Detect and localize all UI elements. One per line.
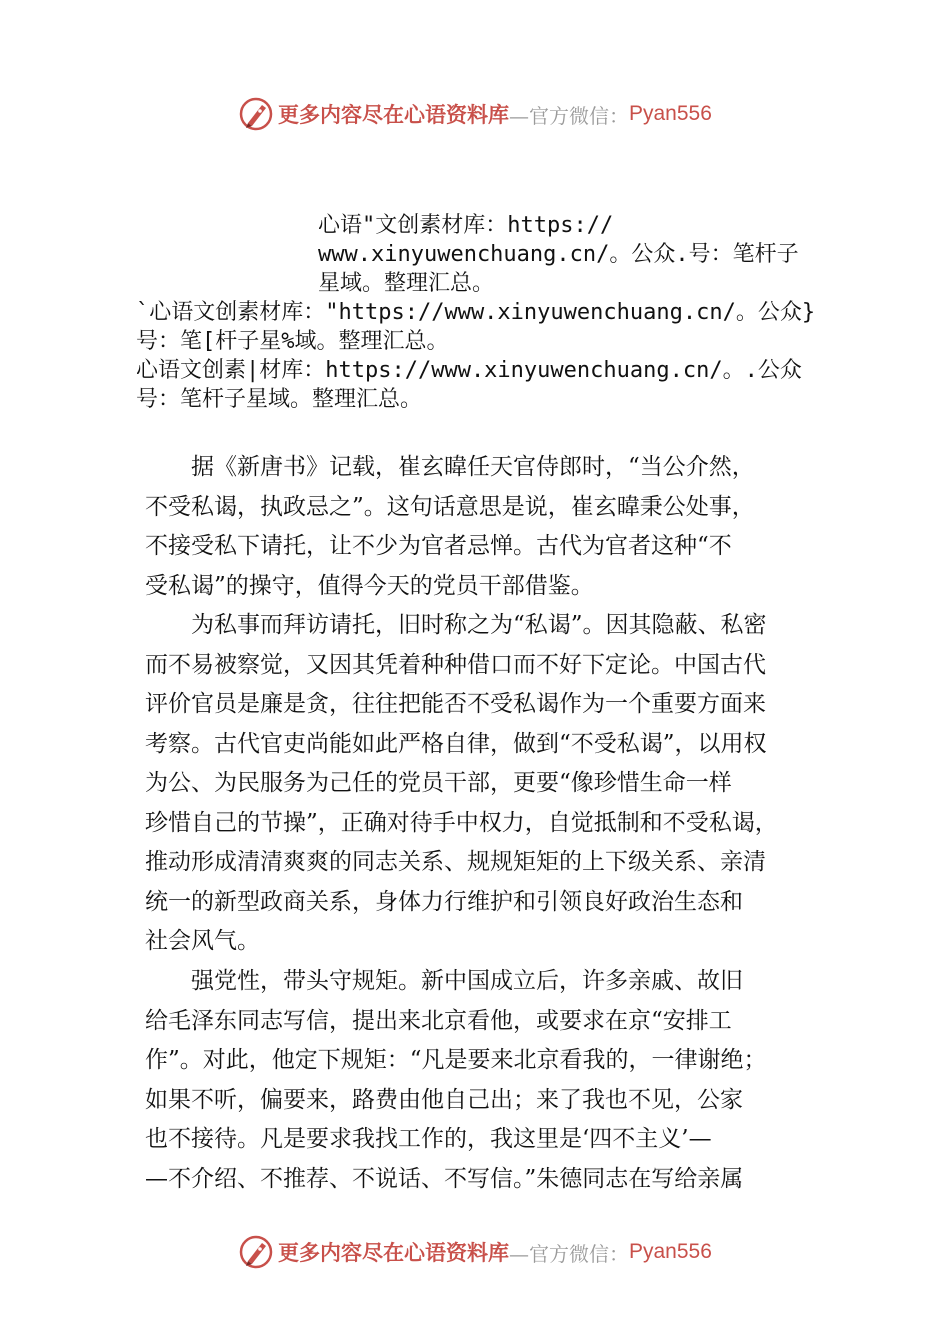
source-line: 心语文创素|材库：https://www.xinyuwenchuang.cn/。.公众 (136, 358, 802, 383)
banner-wechat-id: Pyan556 (629, 102, 712, 125)
text-line: 推动形成清清爽爽的同志关系、规规矩矩的上下级关系、亲清 (145, 849, 766, 875)
pen-nib-logo-icon (238, 1234, 274, 1270)
source-line: 心语"文创素材库：https:// (318, 213, 614, 238)
text-line: 统一的新型政商关系，身体力行维护和引领良好政治生态和 (145, 888, 743, 915)
source-line: www.xinyuwenchuang.cn/。公众.号：笔杆子 (318, 242, 799, 267)
text-line: 评价官员是廉是贪，往往把能否不受私谒作为一个重要方面来 (145, 691, 766, 717)
paragraph-2 (145, 606, 825, 962)
text-line: 珍惜自己的节操”，正确对待手中权力，自觉抵制和不受私谒， (145, 809, 778, 836)
pen-nib-logo-icon (238, 96, 274, 132)
paragraph-1 (145, 448, 825, 606)
text-line: 强党性，带头守规矩。新中国成立后，许多亲戚、故旧 (145, 968, 743, 994)
text-line: 也不接待。凡是要求我找工作的，我这里是‘四不主义’— (145, 1126, 712, 1152)
source-line: 号：笔杆子星域。整理汇总。 (136, 387, 423, 412)
text-line: 不受私谒，执政忌之”。这句话意思是说，崔玄暐秉公处事， (145, 493, 755, 520)
text-line: 受私谒”的操守，值得今天的党员干部借鉴。 (145, 572, 594, 599)
text-line: —不介绍、不推荐、不说话、不写信。”朱德同志在写给亲属 (145, 1165, 744, 1192)
text-line: 考察。古代官吏尚能如此严格自律，做到“不受私谒”，以用权 (145, 730, 767, 757)
banner-wechat-label: —官方微信： (509, 103, 629, 128)
text-line: 作”。对此，他定下规矩：“凡是要来北京看我的，一律谢绝； (145, 1047, 767, 1073)
source-line: 号：笔[杆子星%域。整理汇总。 (136, 329, 449, 354)
header-banner (0, 92, 950, 136)
text-line: 为公、为民服务为己任的党员干部，更要“像珍惜生命一样 (145, 770, 732, 796)
banner-wechat-id: Pyan556 (629, 1240, 712, 1263)
source-line: `心语文创素材库："https://www.xinyuwenchuang.cn/。公众} (136, 300, 816, 325)
banner-title: 更多内容尽在心语资料库 (278, 102, 509, 127)
text-line: 而不易被察觉，又因其凭着种种借口而不好下定论。中国古代 (145, 651, 766, 678)
footer-banner (0, 1230, 950, 1274)
text-line: 为私事而拜访请托，旧时称之为“私谒”。因其隐蔽、私密 (145, 612, 767, 638)
paragraph-3 (145, 962, 825, 1199)
banner-wechat-label: —官方微信： (509, 1241, 629, 1266)
text-line: 给毛泽东同志写信，提出来北京看他，或要求在京“安排工 (145, 1007, 732, 1034)
source-line: 星域。整理汇总。 (318, 271, 495, 296)
banner-title: 更多内容尽在心语资料库 (278, 1240, 509, 1265)
text-line: 不接受私下请托，让不少为官者忌惮。古代为官者这种“不 (145, 533, 732, 559)
text-line: 据《新唐书》记载，崔玄暐任天官侍郎时，“当公介然， (145, 454, 755, 480)
text-line: 社会风气。 (145, 928, 260, 954)
text-line: 如果不听，偏要来，路费由他自己出；来了我也不见，公家 (145, 1086, 743, 1113)
